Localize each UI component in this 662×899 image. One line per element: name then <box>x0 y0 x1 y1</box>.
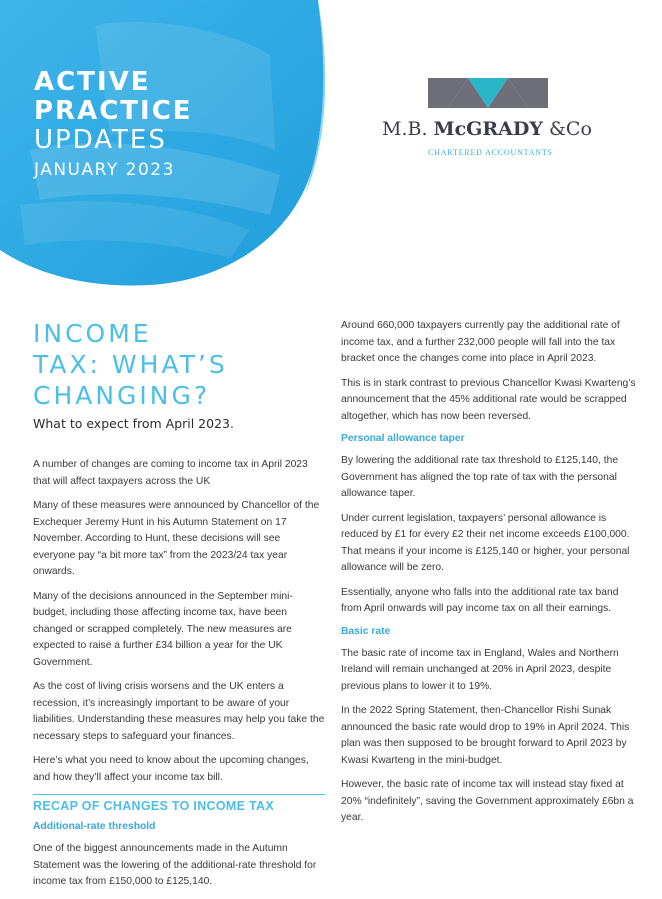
basic-rate-heading: Basic rate <box>341 625 391 637</box>
paragraph: However, the basic rate of income tax will instead stay fixed at 20% “indefinitely”, saving the Government approximately £6bn a year. <box>341 779 634 823</box>
paragraph: As the cost of living crisis worsens and the UK enters a recession, it’s increasingly important to be aware of your liabilities. Understanding these measures may help you take the necessary steps to safeguard your finances. <box>33 681 325 742</box>
hero-banner <box>0 0 330 290</box>
paragraph: Around 660,000 taxpayers currently pay the additional rate of income tax, and a further 232,000 people will fall into the tax bracket once the changes come into place in April 2023. <box>341 320 620 364</box>
paragraph: In the 2022 Spring Statement, then-Chancellor Rishi Sunak announced the basic rate would drop to 19% in April 2024. This plan was then supposed to be brought forward to April 2023 by Kwasi Kwarteng in the mini-budget. <box>341 705 630 766</box>
paragraph: One of the biggest announcements made in the Autumn Statement was the lowering of the additional-rate threshold for income tax from £150,000 to £125,140. <box>33 843 317 887</box>
personal-allowance-heading: Personal allowance taper <box>341 433 465 444</box>
section-divider <box>33 794 325 795</box>
logo-tagline: CHARTERED ACCOUNTANTS <box>428 148 553 157</box>
logo-mark-icon <box>428 78 548 112</box>
article-subheadline: What to expect from April 2023. <box>33 416 234 431</box>
company-logo <box>382 78 612 162</box>
paragraph: Here’s what you need to know about the upcoming changes, and how they’ll affect your income tax bill. <box>33 755 309 783</box>
paragraph: The basic rate of income tax in England, Wales and Northern Ireland will remain unchanged at 20% in April 2023, despite previous plans to lower it to 19%. <box>341 647 619 692</box>
recap-heading: RECAP OF CHANGES TO INCOME TAX <box>33 799 274 813</box>
newsletter-title <box>34 68 193 183</box>
article-left-column <box>33 318 325 899</box>
paragraph: Many of the decisions announced in the September mini-budget, including those affecting income tax, have been changed or scrapped completely. The new measures are expected to raise a further £34 billion a year for the UK Government. <box>33 590 293 668</box>
article-right-column <box>341 318 636 835</box>
issue-date: JANUARY 2023 <box>34 160 175 180</box>
paragraph: This is in stark contrast to previous Chancellor Kwasi Kwarteng’s announcement that the 45% additional rate would be scrapped altogether, which has now been reversed. <box>341 377 636 422</box>
article-headline: INCOME TAX: WHAT’S CHANGING? <box>33 319 228 410</box>
title-line-3: UPDATES <box>34 125 167 155</box>
paragraph: Many of these measures were announced by Chancellor of the Exchequer Jeremy Hunt in his Autumn Statement on 17 November. According to Hunt, these decisions will see everyone pay “a bit more tax” from the 2023/24 tax year onwards. <box>33 500 320 577</box>
paragraph: Under current legislation, taxpayers’ personal allowance is reduced by £1 for every £2 their net income exceeds £100,000. That means if your income is £125,140 or higher, your personal allowance will be zero. <box>341 512 630 573</box>
paragraph: By lowering the additional rate tax threshold to £125,140, the Government has aligned the top rate of tax with the personal allowance taper. <box>341 455 619 499</box>
title-line-1: ACTIVE <box>34 67 151 97</box>
title-line-2: PRACTICE <box>34 96 193 126</box>
logo-wordmark: M.B. McGRADY &Co <box>382 118 592 140</box>
additional-rate-heading: Additional-rate threshold <box>33 821 156 832</box>
paragraph: A number of changes are coming to income tax in April 2023 that will affect taxpayers across the UK <box>33 459 308 487</box>
paragraph: Essentially, anyone who falls into the additional rate tax band from April onwards will pay income tax on all their earnings. <box>341 586 619 614</box>
